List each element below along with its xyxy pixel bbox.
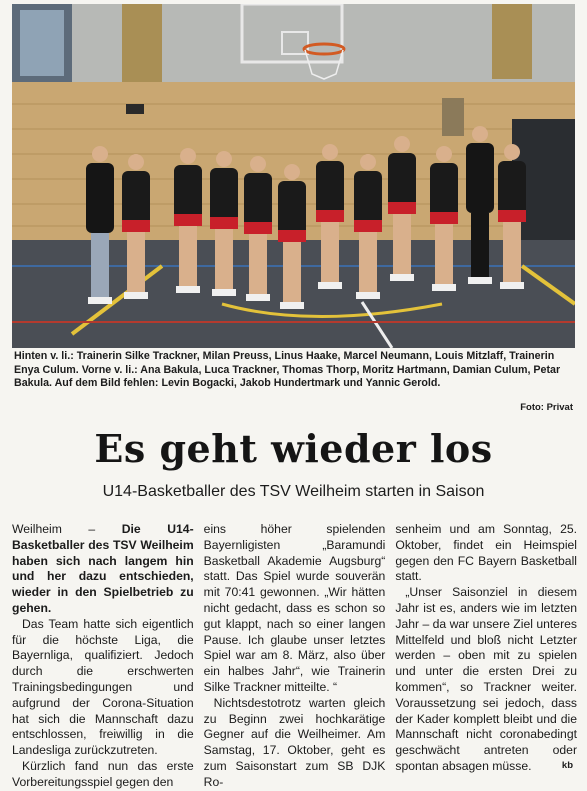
paragraph: senheim und am Sonntag, 25. Oktober, findet ein Heimspiel gegen den FC Bayern Basketball statt. bbox=[395, 522, 578, 584]
dateline: Weilheim – bbox=[12, 522, 122, 536]
article-subheadline: U14-Basketballer des TSV Weilheim starten in Saison bbox=[102, 483, 485, 500]
paragraph: Das Team hatte sich eigentlich für die höchste Liga, die Bayernliga, qualifiziert. Jedoch durch die erschwerten Trainingsbedingungen und aufgrund der Corona-Situation hat sich die Mannschaft dazu entschlossen, freiwillig in die Landesliga zurückzutreten. bbox=[12, 616, 194, 758]
lead-text: Die U14-Basketballer des TSV Weilheim haben sich nach langem hin und her dazu entschieden, wieder in den Spielbetrieb zu gehen. bbox=[12, 522, 194, 615]
team-photo-illustration bbox=[12, 4, 575, 348]
photo-caption: Hinten v. li.: Trainerin Silke Trackner, Milan Preuss, Linus Haake, Marcel Neumann, Louis Mitzlaff, Trainerin Enya Culum. Vorne v. li.: Ana Bakula, Luca Trackner, Thomas Thorp, Moritz Hartmann, Damian Culum, Petar Bakula. Auf dem Bild fehlen: Levin Bogacki, Jakob Hundertmark und Yannic Gerold. bbox=[14, 350, 561, 390]
article-column-1 bbox=[12, 522, 194, 789]
article-body bbox=[12, 522, 578, 789]
paragraph: „Unser Saisonziel in diesem Jahr ist es, anders wie im letzten Jahr – da war unsere Ziel unteres Mittelfeld und bloß nicht Letzter werden – oben mit zu spielen und unter die ersten Drei zu kommen“, so Trackner weiter. Voraussetzung sei jedoch, dass der Kader komplett bleibt und die Mannschaft nicht coronabedingt geschwächt antreten oder spontan absagen müsse. bbox=[395, 585, 578, 773]
paragraph: Kürzlich fand nun das erste Vorbereitungsspiel gegen den bbox=[12, 758, 194, 789]
article-column-2 bbox=[203, 522, 386, 789]
paragraph: Nichtsdestotrotz warten gleich zu Beginn zwei hochkarätige Gegner auf die Weilheimer. Am Samstag, 17. Oktober, geht es zum Saisonstart zum SB DJK Ro- bbox=[203, 695, 386, 789]
article-column-3 bbox=[395, 522, 577, 774]
photo-credit: Foto: Privat bbox=[520, 402, 573, 413]
article-headline: Es geht wieder los bbox=[94, 426, 493, 471]
paragraph: eins höher spielenden Bayernligisten „Baramundi Basketball Akademie Augsburg“ statt. Das Spiel wurde souverän mit 70:41 gewonnen. „Wir hätten nicht gedacht, dass es schon so gut klappt, nach so einer langen Pause. Ich glaube unser letztes Spiel war am 8. März, also über ein halbes Jahr“, wie Trainerin Silke Trackner mitteilte. “ bbox=[203, 522, 386, 694]
lead-paragraph bbox=[12, 522, 194, 617]
author-signature: kb bbox=[561, 760, 573, 771]
team-photo bbox=[12, 4, 575, 348]
